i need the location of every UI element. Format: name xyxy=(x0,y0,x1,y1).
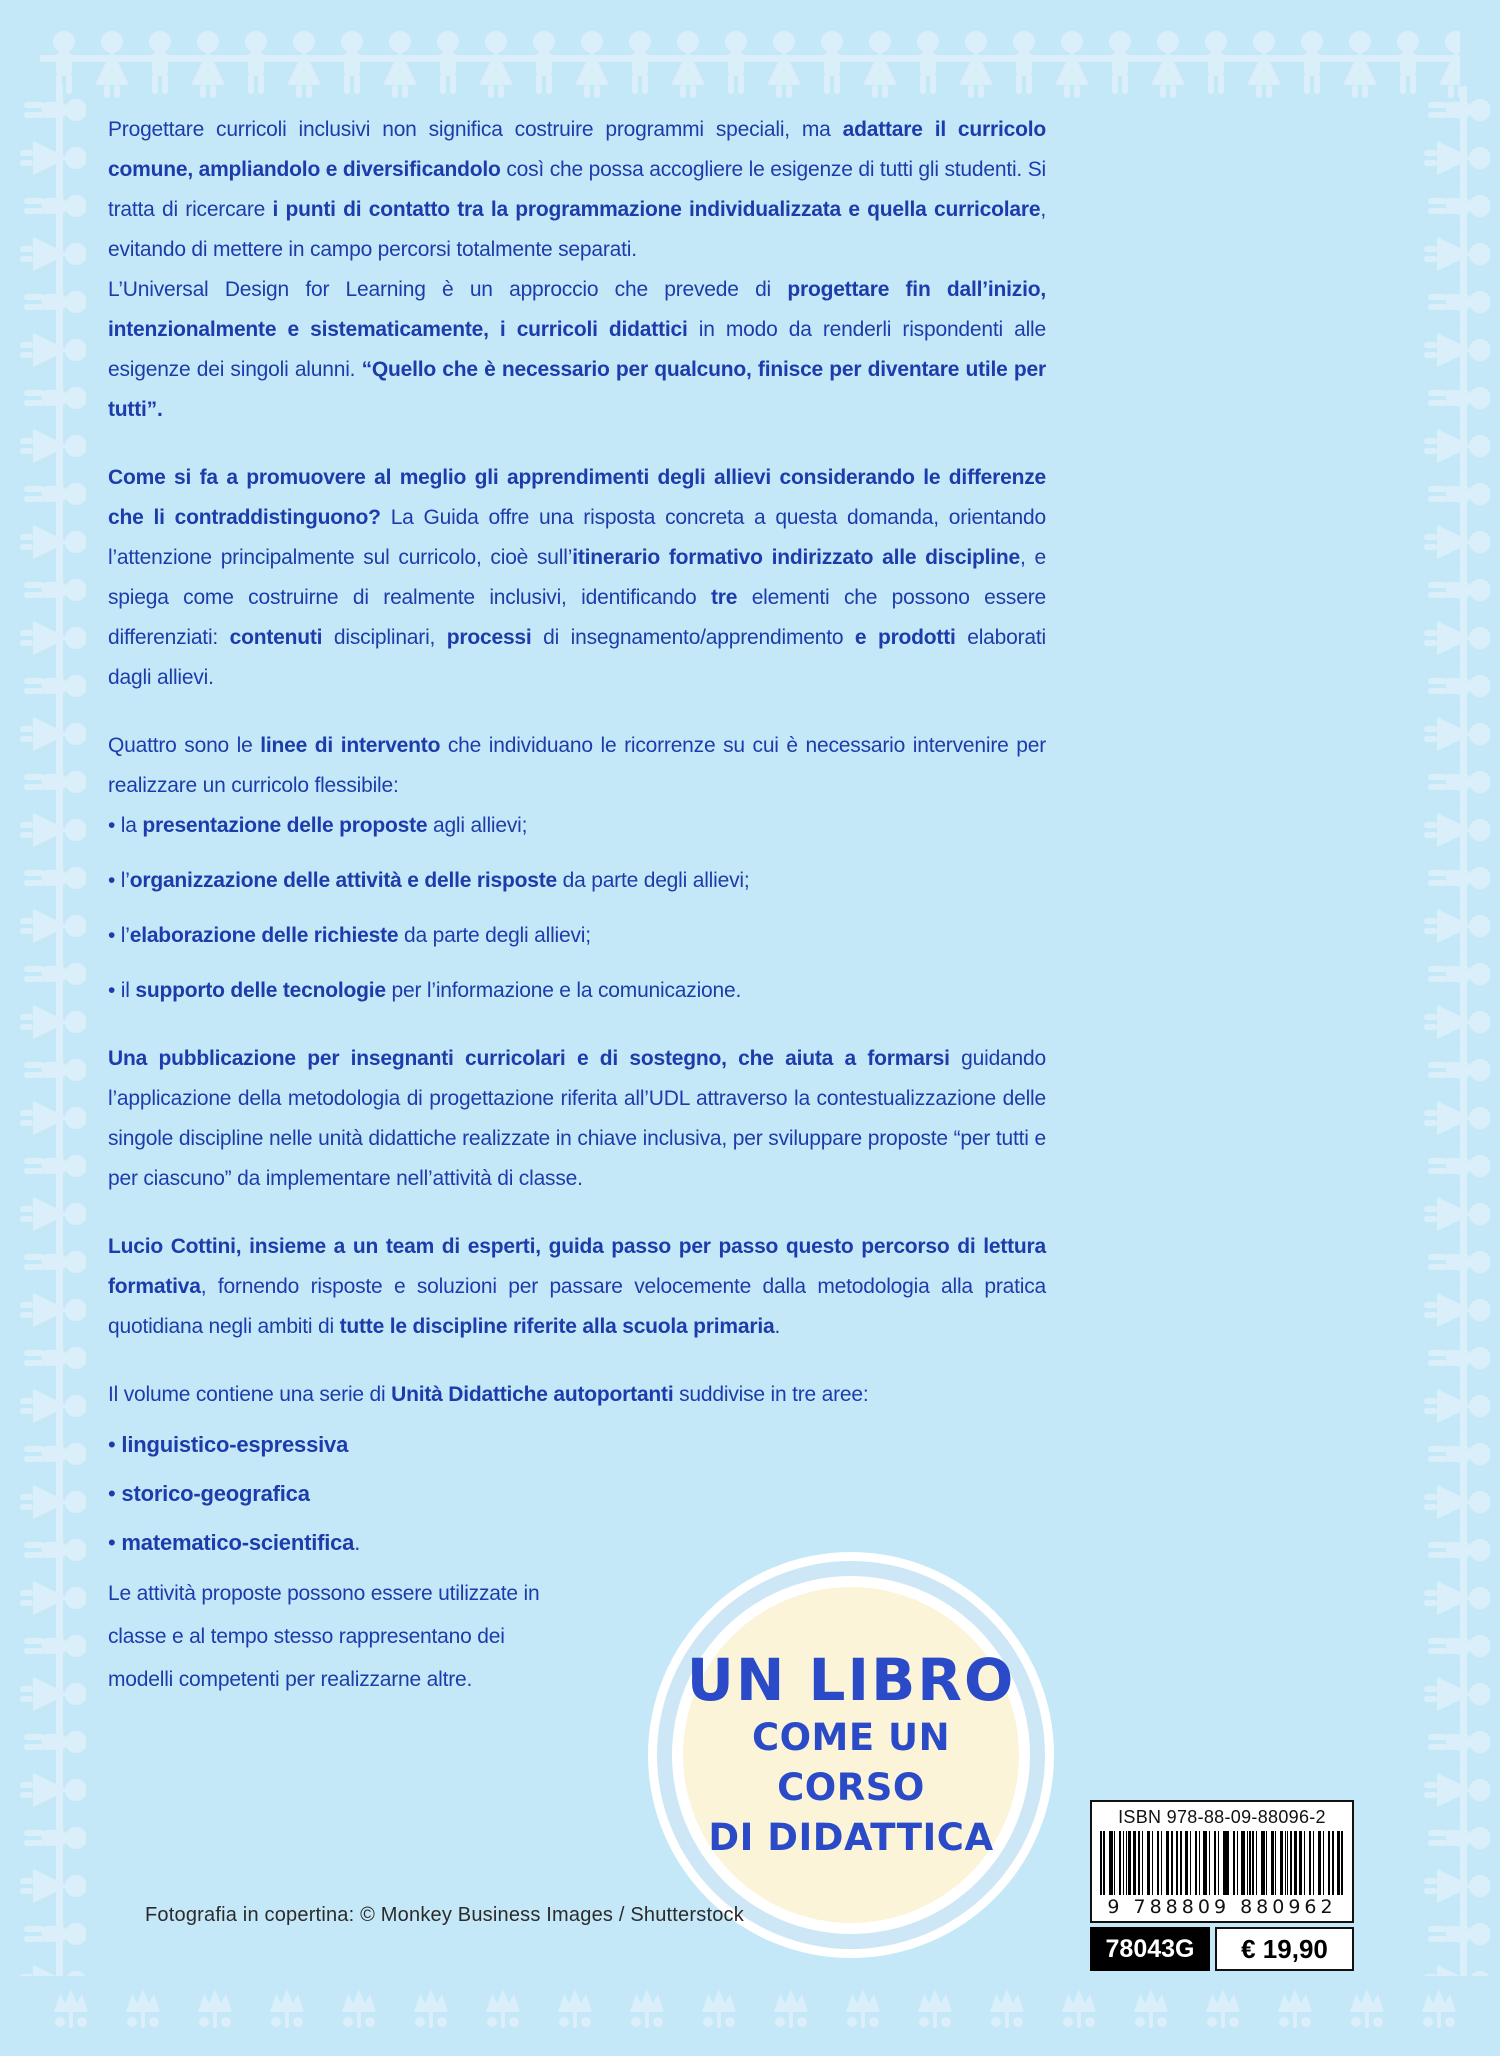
list-item-area xyxy=(108,1474,1046,1514)
text-run: Una pubblicazione per insegnanti curricolari e di sostegno, che aiuta a formarsi xyxy=(108,1047,962,1070)
blurb-text xyxy=(108,110,1046,1729)
text-run: Progettare curricoli inclusivi non significa costruire programmi speciali, ma xyxy=(108,118,843,141)
paper-doll-border-right-icon xyxy=(1420,86,1490,1976)
text-run: linee di intervento xyxy=(260,734,441,757)
isbn-label: ISBN 978-88-09-88096-2 xyxy=(1118,1807,1326,1827)
paragraph-volume xyxy=(108,1375,1046,1415)
tulip-border-bottom-icon xyxy=(40,1984,1460,2040)
text-run: Lucio Cottini, insieme a un team di esperti, guida passo per passo questo percorso di lettura formativa xyxy=(108,1235,1046,1298)
text-run: tre xyxy=(710,586,738,609)
text-run: progettare fin dall’inizio, intenzionalmente e sistematicamente, i curricoli didattici xyxy=(108,278,1047,341)
paragraph-cottini xyxy=(108,1227,1046,1347)
text-run: per l’informazione e la comunicazione. xyxy=(385,979,742,1002)
text-run: . xyxy=(774,1315,781,1338)
barcode-icon xyxy=(1100,1831,1344,1895)
text-run: , fornendo risposte e soluzioni per passare velocemente dalla metodologia alla pratica quotidiana negli ambiti di xyxy=(108,1275,1046,1338)
text-run: elementi che possono essere differenziati: xyxy=(108,586,1046,649)
text-run: . xyxy=(354,1530,361,1555)
text-run: disciplinari, xyxy=(322,626,447,649)
text-run: e prodotti xyxy=(854,626,956,649)
text-run: • xyxy=(108,1481,122,1506)
text-run: Il volume contiene una serie di xyxy=(108,1383,392,1406)
text-run: La Guida offre una risposta concreta a questa domanda, orientando l’attenzione principalmente sul curricolo, cioè sull’ xyxy=(108,506,1046,569)
text-run: tutte le discipline riferite alla scuola primaria xyxy=(339,1315,775,1338)
list-item xyxy=(108,806,1046,846)
badge-core xyxy=(683,1587,1019,1923)
list-item xyxy=(108,916,1046,956)
text-run: che individuano le ricorrenze su cui è necessario intervenire per realizzare un curricolo flessibile: xyxy=(108,734,1046,797)
text-run: suddivise in tre aree: xyxy=(673,1383,869,1406)
paragraph-pubblicazione xyxy=(108,1039,1046,1199)
text-run: adattare il curricolo comune, ampliandolo e diversificandolo xyxy=(108,118,1046,181)
list-item xyxy=(108,971,1046,1011)
list-item-area xyxy=(108,1523,1046,1563)
text-run: da parte degli allievi; xyxy=(556,869,750,892)
text-run: processi xyxy=(446,626,532,649)
badge-inner-ring xyxy=(672,1576,1030,1934)
text-run: presentazione delle proposte xyxy=(142,814,428,837)
code-price-row xyxy=(1090,1927,1354,1971)
text-run: matematico-scientifica xyxy=(121,1530,355,1555)
text-run: guidando l’applicazione della metodologia di progettazione riferita all’UDL attraverso la contestualizzazione delle singole discipline nelle unità didattiche realizzate in chiave inclusiva, per sviluppare proposte “per tutti e per ciascuno” da implementare nell’attività di classe. xyxy=(108,1047,1046,1190)
paragraph-udl-1 xyxy=(108,110,1046,270)
photo-credit: Fotografia in copertina: © Monkey Business Images / Shutterstock xyxy=(145,1904,744,1926)
text-run: • xyxy=(108,1530,122,1555)
price-tag: € 19,90 xyxy=(1215,1927,1354,1971)
paragraph-closing: Le attività proposte possono essere utilizzate in classe e al tempo stesso rappresentano dei modelli competenti per realizzarne altre. xyxy=(108,1582,540,1691)
paper-doll-border-left-icon xyxy=(16,86,86,1976)
paragraph-udl-2 xyxy=(108,270,1046,430)
paragraph-guida xyxy=(108,458,1046,698)
text-run: • xyxy=(108,1432,122,1457)
barcode-digits: 9 788809 880962 xyxy=(1107,1896,1337,1918)
badge-outer-ring xyxy=(657,1561,1045,1949)
publisher-code: 78043G xyxy=(1090,1927,1210,1971)
text-run: da parte degli allievi; xyxy=(398,924,591,947)
badge-subtitle-1: COME UN CORSO xyxy=(751,1716,951,1810)
text-run: elaborazione delle richieste xyxy=(129,924,399,947)
text-run: supporto delle tecnologie xyxy=(135,979,386,1002)
text-run: così che possa accogliere le esigenze di tutti gli studenti. Si tratta di ricercare xyxy=(108,158,1046,221)
text-run: L’Universal Design for Learning è un approccio che prevede di xyxy=(108,278,788,301)
text-run: , evitando di mettere in campo percorsi totalmente separati. xyxy=(108,198,1046,261)
barcode-panel xyxy=(1090,1800,1354,1923)
list-item xyxy=(108,861,1046,901)
text-run: • l’ xyxy=(108,869,130,892)
text-run: Unità Didattiche autoportanti xyxy=(391,1383,674,1406)
text-run: “Quello che è necessario per qualcuno, finisce per diventare utile per tutti”. xyxy=(108,358,1047,421)
list-item-area xyxy=(108,1425,1046,1465)
badge-un-libro xyxy=(648,1552,1054,1958)
text-run: elaborati dagli allievi. xyxy=(108,626,1046,689)
text-run: • l’ xyxy=(108,924,130,947)
text-run: Quattro sono le xyxy=(108,734,261,757)
text-run: • il xyxy=(108,979,136,1002)
text-run: di insegnamento/apprendimento xyxy=(531,626,855,649)
text-run: , e spiega come costruirne di realmente inclusivi, identificando xyxy=(108,546,1046,609)
text-run: in modo da renderli rispondenti alle esigenze dei singoli alunni. xyxy=(108,318,1046,381)
text-run: contenuti xyxy=(229,626,323,649)
paper-doll-border-top-icon xyxy=(40,26,1460,102)
text-run: i punti di contatto tra la programmazione individualizzata e quella curricolare xyxy=(272,198,1041,221)
text-run: organizzazione delle attività e delle risposte xyxy=(129,869,557,892)
text-run: agli allievi; xyxy=(427,814,528,837)
badge-title: UN LIBRO xyxy=(686,1645,1016,1714)
isbn-box xyxy=(1090,1800,1354,1971)
text-run: itinerario formativo indirizzato alle discipline xyxy=(572,546,1021,569)
text-run: Come si fa a promuovere al meglio gli apprendimenti degli allievi considerando le differenze che li contraddistinguono? xyxy=(108,466,1046,529)
text-run: linguistico-espressiva xyxy=(121,1432,349,1457)
text-run: storico-geografica xyxy=(121,1481,310,1506)
badge-subtitle-2: DI DIDATTICA xyxy=(708,1816,994,1860)
text-run: • la xyxy=(108,814,143,837)
paragraph-linee xyxy=(108,726,1046,806)
